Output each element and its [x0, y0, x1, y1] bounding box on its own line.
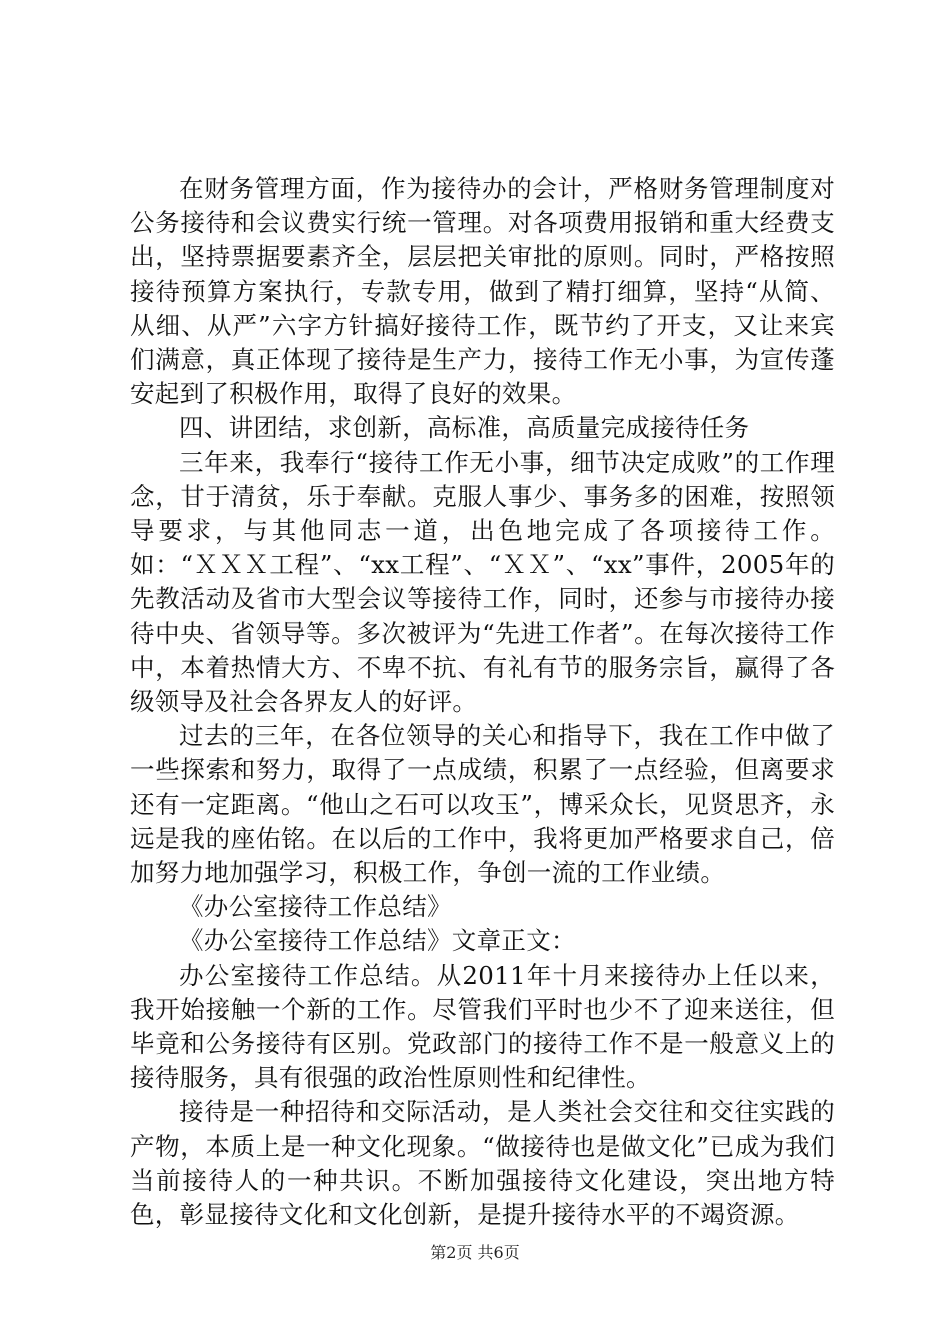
page-number-footer: 第2页 共6页 [430, 1243, 520, 1262]
section-heading-four: 四、讲团结，求创新，高标准，高质量完成接待任务 [179, 413, 750, 443]
document-body [130, 172, 835, 1232]
paragraph-reception-culture: 接待是一种招待和交际活动，是人类社会交往和交往实践的产物，本质上是一种文化现象。“做接待也是做文化”已成为我们当前接待人的一种共识。不断加强接待文化建设，突出地方特色，彰显接待文化和文化创新，是提升接待水平的不竭资源。 [130, 1097, 835, 1230]
paragraph-office-reception: 办公室接待工作总结。从2011年十月来接待办上任以来，我开始接触一个新的工作。尽管我们平时也少不了迎来送往，但毕竟和公务接待有区别。党政部门的接待工作不是一般意义上的接待服务，具有很强的政治性原则性和纪律性。 [130, 960, 835, 1093]
article-subtitle: 《办公室接待工作总结》文章正文： [179, 926, 576, 956]
paragraph-past-three-years: 过去的三年，在各位领导的关心和指导下，我在工作中做了一些探索和努力，取得了一点成绩，积累了一点经验，但离要求还有一定距离。“他山之石可以攻玉”，博采众长，见贤思齐，永远是我的座佑铭。在以后的工作中，我将更加严格要求自己，倍加努力地加强学习，积极工作，争创一流的工作业绩。 [130, 721, 835, 888]
paragraph-three-years: 三年来，我奉行“接待工作无小事，细节决定成败”的工作理念，甘于清贫，乐于奉献。克服人事少、事务多的困难，按照领导要求，与其他同志一道，出色地完成了各项接待工作。如：“ＸＸＸ工程”、“xx工程”、“ＸＸ”、“xx”事件，2005年的先教活动及省市大型会议等接待工作，同时，还参与市接待办接待中央、省领导等。多次被评为“先进工作者”。在每次接待工作中，本着热情大方、不卑不抗、有礼有节的服务宗旨，赢得了各级领导及社会各界友人的好评。 [130, 447, 835, 717]
paragraph-finance: 在财务管理方面，作为接待办的会计，严格财务管理制度对公务接待和会议费实行统一管理。对各项费用报销和重大经费支出，坚持票据要素齐全，层层把关审批的原则。同时，严格按照接待预算方案执行，专款专用，做到了精打细算，坚持“从简、从细、从严”六字方针搞好接待工作，既节约了开支，又让来宾们满意，真正体现了接待是生产力，接待工作无小事，为宣传蓬安起到了积极作用，取得了良好的效果。 [130, 174, 835, 409]
article-title: 《办公室接待工作总结》 [179, 892, 452, 922]
